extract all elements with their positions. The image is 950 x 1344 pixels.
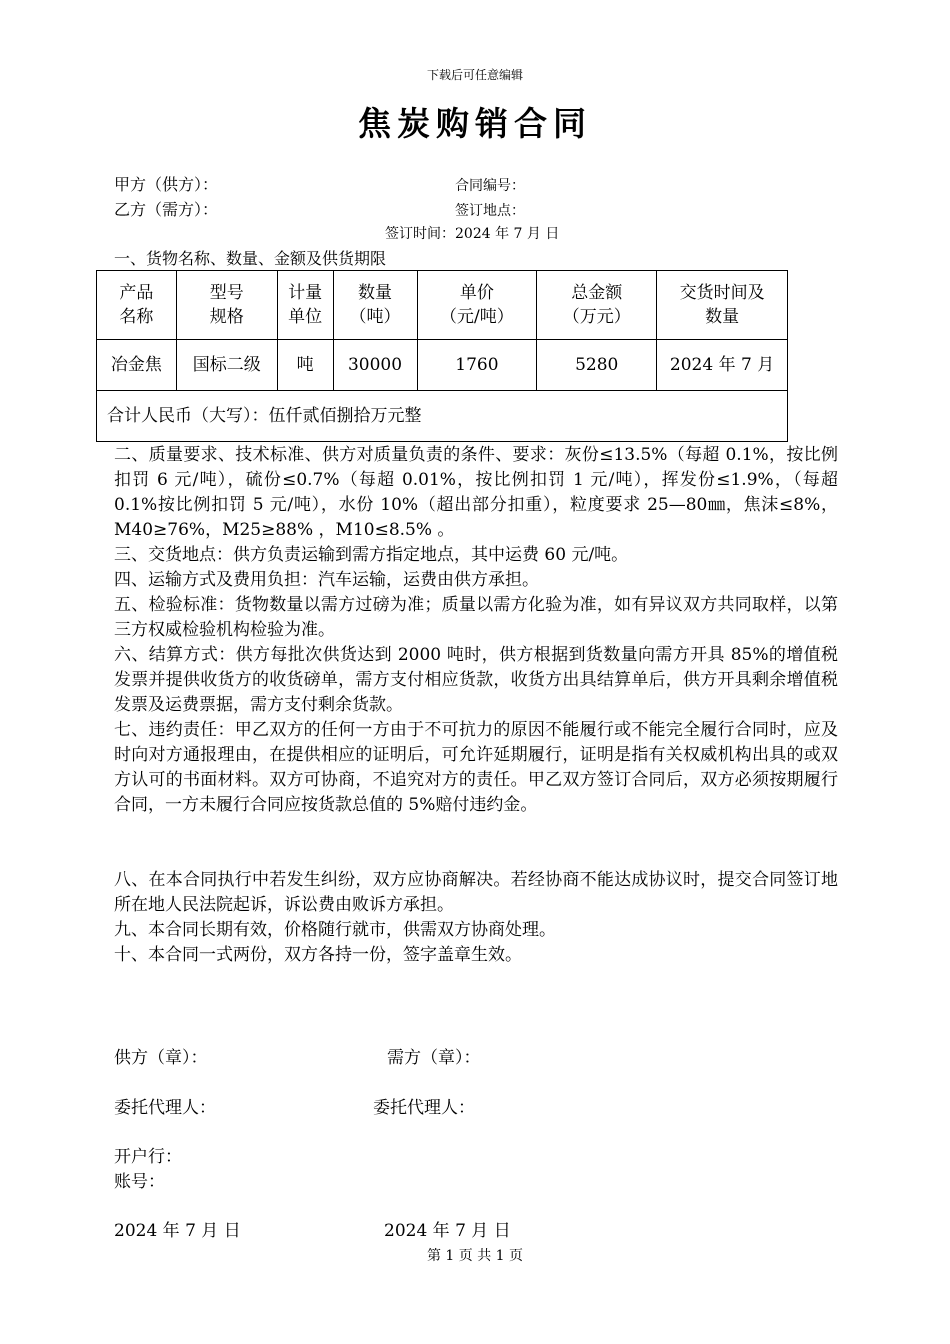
header-cell: 总金额 （万元） — [537, 271, 657, 340]
header-note: 下载后可任意编辑 — [426, 68, 523, 82]
bank-label: 开户行： — [114, 1147, 182, 1167]
product-name-cell: 冶金焦 — [97, 340, 177, 391]
table-total-row — [97, 391, 788, 442]
page-footer: 第 1 页 共 1 页 — [426, 1248, 524, 1264]
supplier-date: 2024 年 7 月 日 — [114, 1221, 241, 1241]
quantity-cell: 30000 — [333, 340, 417, 391]
buyer-date: 2024 年 7 月 日 — [384, 1221, 511, 1241]
header-cell: 交货时间及 数量 — [657, 271, 788, 340]
clause-7: 七、违约责任：甲乙双方的任何一方由于不可抗力的原因不能履行或不能完全履行合同时，应及时向对方通报理由，在提供相应的证明后，可允许延期履行，证明是指有关权威机构出具的或双方认可的书面材料。双方可协商，不追究对方的责任。甲乙双方签订合同后，双方必须按期履行合同，一方未履行合同应按货款总值的 5%赔付违约金。 — [114, 720, 838, 815]
clause-2: 二、质量要求、技术标准、供方对质量负责的条件、要求：灰份≤13.5%（每超 0.1%，按比例扣罚 6 元/吨），硫份≤0.7%（每超 0.01%，按比例扣罚 1 元/吨），挥发份≤1.9%，（每超 0.1%按比例扣罚 5 元/吨），水份 10%（超出部分扣重），粒度要求 25—80㎜，焦沫≤8%，M40≥76%，M25≥88% ，M10≤8.5% 。 — [114, 445, 838, 540]
table-header-row — [97, 271, 788, 340]
unit-cell: 吨 — [277, 340, 333, 391]
delivery-time-cell: 2024 年 7 月 — [657, 340, 788, 391]
goods-table — [96, 270, 788, 442]
clauses-block-2 — [114, 868, 838, 968]
supplier-seal-label: 供方（章）： — [114, 1048, 208, 1068]
clauses-block — [114, 443, 838, 818]
clause-8: 八、在本合同执行中若发生纠纷，双方应协商解决。若经协商不能达成协议时，提交合同签订地所在地人民法院起诉，诉讼费由败诉方承担。 — [114, 870, 838, 915]
spec-cell: 国标二级 — [176, 340, 277, 391]
sign-place-label: 签订地点： — [455, 203, 525, 219]
header-cell: 计量 单位 — [277, 271, 333, 340]
contract-number-label: 合同编号： — [455, 178, 525, 194]
document-title: 焦炭购销合同 — [358, 104, 592, 143]
clause-5: 五、检验标准：货物数量以需方过磅为准；质量以需方化验为准，如有异议双方共同取样，以第三方权威检验机构检验为准。 — [114, 595, 838, 640]
table-row — [97, 340, 788, 391]
supplier-agent-label: 委托代理人： — [114, 1098, 216, 1118]
header-cell: 产品 名称 — [97, 271, 177, 340]
header-cell: 单价 （元/吨） — [417, 271, 537, 340]
buyer-agent-label: 委托代理人： — [373, 1098, 475, 1118]
clause-3: 三、交货地点：供方负责运输到需方指定地点，其中运费 60 元/吨。 — [114, 545, 629, 565]
clause-10: 十、本合同一式两份，双方各持一份，签字盖章生效。 — [114, 945, 522, 965]
header-cell: 型号 规格 — [176, 271, 277, 340]
header-cell: 数量 （吨） — [333, 271, 417, 340]
sign-time-label: 签订时间：2024 年 7 月 日 — [385, 226, 560, 242]
buyer-seal-label: 需方（章）： — [387, 1048, 481, 1068]
unit-price-cell: 1760 — [417, 340, 537, 391]
clause-6: 六、结算方式：供方每批次供货达到 2000 吨时，供方根据到货数量向需方开具 85%的增值税发票并提供收货方的收货磅单，需方支付相应货款，收货方出具结算单后，供方开具剩余增值税发票及运费票据，需方支付剩余货款。 — [114, 645, 838, 715]
party-b-label: 乙方（需方）： — [114, 200, 219, 219]
party-a-label: 甲方（供方）： — [114, 175, 219, 194]
section-1-title: 一、货物名称、数量、金额及供货期限 — [114, 249, 387, 268]
total-amount-cell: 5280 — [537, 340, 657, 391]
clause-9: 九、本合同长期有效，价格随行就市，供需双方协商处理。 — [114, 920, 556, 940]
account-label: 账号： — [114, 1172, 165, 1192]
clause-4: 四、运输方式及费用负担：汽车运输，运费由供方承担。 — [114, 570, 539, 590]
total-amount-text: 合计人民币（大写）：伍仟贰佰捌拾万元整 — [97, 391, 788, 442]
